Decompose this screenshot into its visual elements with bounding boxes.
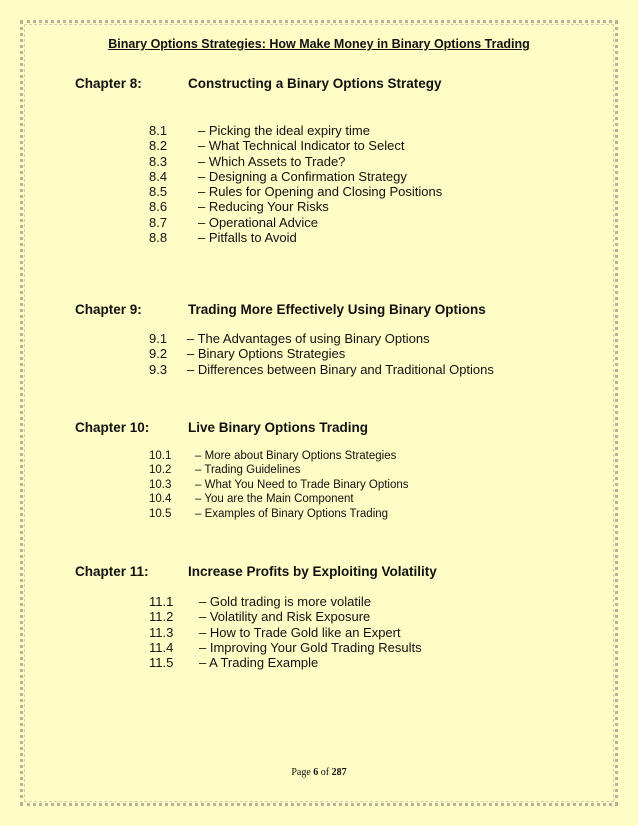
chapter-number: Chapter 11:: [75, 564, 149, 579]
toc-item-number: 10.1: [149, 450, 172, 462]
chapter-11-items: [75, 594, 615, 670]
toc-item-text: – Differences between Binary and Traditional Options: [187, 361, 494, 377]
toc-item-text: – Designing a Confirmation Strategy: [198, 168, 407, 184]
toc-item: [75, 199, 615, 214]
toc-item: [75, 450, 615, 464]
toc-item-text: – Operational Advice: [198, 214, 318, 230]
toc-item-text: – What Technical Indicator to Select: [198, 138, 405, 154]
toc-item-number: 9.1: [149, 331, 168, 346]
chapter-9-section: [75, 302, 615, 377]
toc-item-number: 10.5: [149, 507, 172, 520]
toc-item-text: – A Trading Example: [199, 655, 319, 671]
toc-item: [75, 362, 615, 377]
page-footer: [0, 767, 638, 778]
toc-item: [75, 346, 615, 361]
chapter-heading: [75, 420, 615, 440]
chapter-10-section: [75, 420, 615, 520]
page-label: Page: [291, 767, 311, 778]
chapter-number: Chapter 8:: [75, 76, 142, 91]
toc-item-number: 11.1: [149, 594, 174, 609]
toc-item: [75, 184, 615, 199]
toc-item-text: – Pitfalls to Avoid: [198, 230, 297, 246]
toc-item-text: – The Advantages of using Binary Options: [187, 331, 430, 346]
current-page-number: 6: [313, 767, 319, 778]
chapter-heading: [75, 302, 615, 322]
toc-item-text: – Reducing Your Risks: [198, 199, 329, 215]
toc-item-text: – What You Need to Trade Binary Options: [195, 478, 409, 491]
toc-item-number: 11.5: [149, 655, 174, 671]
chapter-title: Increase Profits by Exploiting Volatility: [188, 564, 437, 579]
toc-item-text: – Volatility and Risk Exposure: [199, 609, 371, 625]
toc-item: [75, 138, 615, 153]
chapter-number: Chapter 9:: [75, 302, 142, 317]
chapter-11-section: [75, 564, 615, 671]
toc-item-text: – Picking the ideal expiry time: [198, 123, 370, 138]
toc-item: [75, 640, 615, 655]
toc-item-number: 8.5: [149, 184, 168, 200]
chapter-heading: [75, 76, 615, 96]
toc-item-text: – Binary Options Strategies: [187, 346, 346, 362]
toc-item-text: – Which Assets to Trade?: [198, 153, 346, 169]
toc-item-number: 10.2: [149, 464, 172, 477]
toc-item: [75, 215, 615, 230]
chapter-number: Chapter 10:: [75, 420, 150, 435]
toc-item: [75, 625, 615, 640]
toc-item-text: – You are the Main Component: [195, 493, 354, 506]
toc-item: [75, 464, 615, 478]
toc-item-number: 8.2: [149, 138, 168, 154]
toc-item: [75, 123, 615, 138]
toc-item-number: 8.3: [149, 153, 168, 169]
toc-item-number: 10.4: [149, 493, 172, 506]
toc-item-text: – More about Binary Options Strategies: [195, 450, 397, 462]
toc-item-number: 11.2: [149, 609, 174, 625]
toc-item: [75, 169, 615, 184]
toc-item-text: – Trading Guidelines: [195, 464, 301, 477]
toc-item: [75, 609, 615, 624]
toc-item-text: – Gold trading is more volatile: [199, 594, 371, 609]
toc-item-number: 9.3: [149, 361, 168, 377]
toc-item-text: – How to Trade Gold like an Expert: [199, 624, 401, 640]
toc-item: [75, 154, 615, 169]
toc-item-number: 8.8: [149, 230, 168, 246]
chapter-10-items: [75, 450, 615, 522]
chapter-title: Constructing a Binary Options Strategy: [188, 76, 442, 91]
chapter-title: Trading More Effectively Using Binary Options: [188, 302, 486, 317]
toc-item-number: 11.4: [149, 639, 174, 655]
toc-item: [75, 230, 615, 245]
toc-item: [75, 331, 615, 346]
toc-item: [75, 493, 615, 507]
toc-item: [75, 655, 615, 670]
toc-item-text: – Rules for Opening and Closing Positions: [198, 184, 443, 200]
toc-item: [75, 479, 615, 493]
toc-item-text: – Improving Your Gold Trading Results: [199, 639, 422, 655]
page-of-label: of: [320, 767, 330, 778]
toc-item-number: 8.7: [149, 214, 168, 230]
toc-item-number: 8.4: [149, 168, 168, 184]
toc-item: [75, 508, 615, 522]
toc-item-number: 8.6: [149, 199, 168, 215]
toc-item-number: 11.3: [149, 624, 174, 640]
toc-item-number: 8.1: [149, 123, 168, 138]
chapter-9-items: [75, 331, 615, 377]
toc-item-number: 9.2: [149, 346, 168, 362]
chapter-8-section: [75, 76, 615, 246]
chapter-8-items: [75, 123, 615, 245]
toc-item: [75, 594, 615, 609]
chapter-heading: [75, 564, 615, 584]
toc-item-number: 10.3: [149, 478, 172, 491]
total-page-count: 287: [331, 767, 347, 778]
toc-item-text: – Examples of Binary Options Trading: [195, 507, 389, 520]
chapter-title: Live Binary Options Trading: [188, 420, 369, 435]
document-header-title: Binary Options Strategies: How Make Money in Binary Options Trading: [108, 37, 530, 51]
